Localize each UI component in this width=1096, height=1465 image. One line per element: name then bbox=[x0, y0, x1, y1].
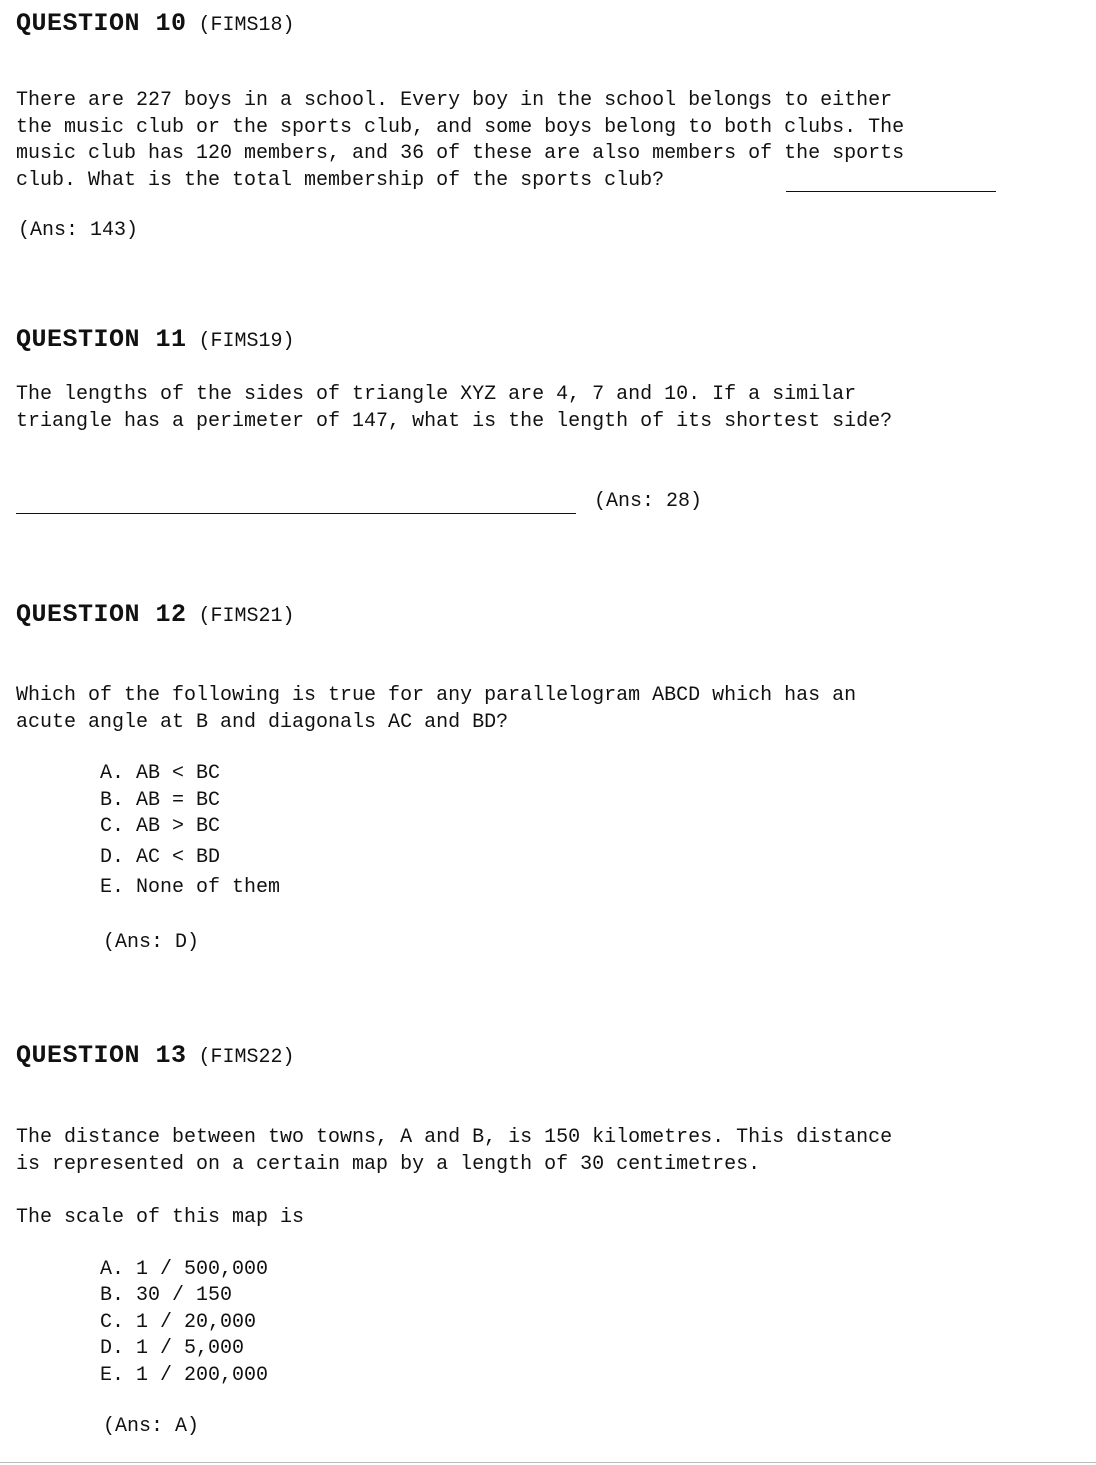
question-13-option-d[interactable]: D. 1 / 5,000 bbox=[100, 1337, 245, 1360]
question-11-answer: (Ans: 28) bbox=[594, 490, 703, 513]
question-13-answer: (Ans: A) bbox=[103, 1415, 200, 1438]
question-13-option-a[interactable]: A. 1 / 500,000 bbox=[100, 1258, 269, 1281]
question-11-title: QUESTION 11 bbox=[16, 325, 187, 354]
question-12-option-b[interactable]: B. AB = BC bbox=[100, 789, 221, 812]
question-12-answer: (Ans: D) bbox=[103, 931, 200, 954]
question-13-option-b[interactable]: B. 30 / 150 bbox=[100, 1284, 233, 1307]
question-12-header bbox=[16, 602, 295, 630]
question-13-code: (FIMS22) bbox=[198, 1046, 295, 1069]
question-13-title: QUESTION 13 bbox=[16, 1041, 187, 1070]
question-10-title: QUESTION 10 bbox=[16, 9, 187, 38]
question-11-answer-blank[interactable] bbox=[16, 513, 576, 514]
question-10-answer-blank[interactable] bbox=[786, 191, 996, 192]
question-11-text: The lengths of the sides of triangle XYZ are 4, 7 and 10. If a similar triangle has a perimeter of 147, what is the length of its shortest side? bbox=[16, 383, 893, 433]
question-13-option-c[interactable]: C. 1 / 20,000 bbox=[100, 1311, 257, 1334]
question-13-option-e[interactable]: E. 1 / 200,000 bbox=[100, 1364, 269, 1387]
question-11-code: (FIMS19) bbox=[198, 330, 295, 353]
page-bottom-divider bbox=[0, 1462, 1096, 1463]
question-12-text: Which of the following is true for any parallelogram ABCD which has an acute angle at B and diagonals AC and BD? bbox=[16, 684, 857, 734]
question-12-option-c[interactable]: C. AB > BC bbox=[100, 815, 221, 838]
question-12-title: QUESTION 12 bbox=[16, 600, 187, 629]
question-12-code: (FIMS21) bbox=[198, 605, 295, 628]
question-13-header bbox=[16, 1043, 295, 1071]
question-10-text: There are 227 boys in a school. Every boy in the school belongs to either the music club or the sports club, and some boys belong to both clubs. The music club has 120 members, and 36 of these are also members of the sports club. What is the total membership of the sports club? bbox=[16, 89, 905, 192]
question-12-option-a[interactable]: A. AB < BC bbox=[100, 762, 221, 785]
question-10-answer: (Ans: 143) bbox=[18, 219, 139, 242]
question-10-code: (FIMS18) bbox=[198, 14, 295, 37]
question-13-text: The distance between two towns, A and B, is 150 kilometres. This distance is represented on a certain map by a length of 30 centimetres. bbox=[16, 1126, 893, 1176]
question-12-option-d[interactable]: D. AC < BD bbox=[100, 846, 221, 869]
question-12-option-e[interactable]: E. None of them bbox=[100, 876, 281, 899]
question-11-header bbox=[16, 327, 295, 355]
question-13-text-scale: The scale of this map is bbox=[16, 1206, 305, 1229]
question-10-header bbox=[16, 11, 295, 39]
